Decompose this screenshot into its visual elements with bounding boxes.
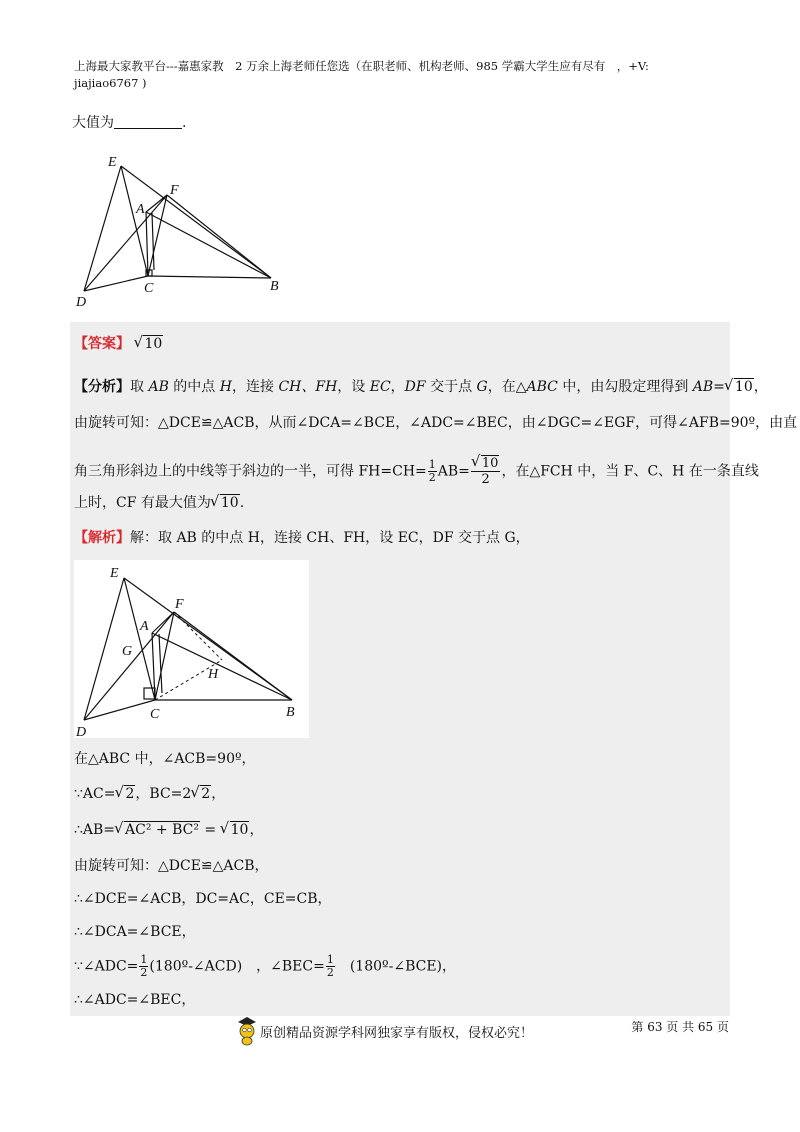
- solution-step-8: ∴∠ADC=∠BEC，: [74, 992, 196, 1008]
- analysis-tag: 【分析】: [74, 379, 130, 395]
- geometry-figure-1: [74, 150, 294, 315]
- copyright-notice: 原创精品资源学科网独家享有版权，侵权必究！: [260, 1026, 534, 1041]
- header-line-1: 上海最大家教平台---嘉惠家教 2 万余上海老师任您选（在职老师、机构老师、985 学霸大学生应有尽有 ，+V:: [74, 59, 649, 73]
- fig2-label-H: H: [208, 667, 219, 682]
- solution-tag: 【解析】: [74, 530, 130, 546]
- page-header: [74, 58, 734, 92]
- fig2-label-E: E: [110, 566, 119, 581]
- question-suffix: .: [182, 115, 187, 131]
- solution-step-3: ∴AB=√ AC² + BC² = √ 10，: [74, 820, 263, 840]
- solution-step-2: ∵AC=√ 2，BC=2√ 2，: [74, 784, 225, 804]
- analysis-line-2: 由旋转可知：△DCE≌△ACB，从而∠DCA=∠BCE，∠ADC=∠BEC，由∠DGC=∠EGF，可得∠AFB=90º，由直: [74, 415, 798, 431]
- fig2-label-G: G: [122, 644, 133, 659]
- question-tail: [72, 112, 186, 132]
- solution-step-7: ∵∠ADC= $\frac{1}{2}$ (180º-∠ACD) ，∠BEC= $\frac{1}{2}$ (180º-∠BCE)，: [74, 953, 457, 979]
- fig1-label-F: F: [170, 183, 179, 198]
- solution-step-5: ∴∠DCE=∠ACB，DC=AC，CE=CB，: [74, 891, 332, 907]
- fig1-label-A: A: [136, 202, 145, 217]
- fig2-label-D: D: [76, 725, 87, 738]
- analysis-line-3: 角三角形斜边上的中线等于斜边的一半，可得 FH=CH= $\frac{1}{2}$ AB= √ $\frac{10}{2}$ ，在△FCH 中，当 F、C、H 在一条直线: [74, 456, 759, 487]
- fig2-label-C: C: [150, 707, 160, 722]
- answer-line: [74, 334, 163, 354]
- fig1-label-E: E: [108, 155, 117, 170]
- mascot-icon: [236, 1016, 258, 1046]
- solution-line-1: 【解析】解：取 AB 的中点 H，连接 CH、FH，设 EC，DF 交于点 G，: [74, 530, 530, 546]
- header-line-2: jiajiao6767 ): [74, 76, 147, 90]
- solution-step-6: ∴∠DCA=∠BCE，: [74, 924, 196, 940]
- fig2-label-A: A: [140, 619, 149, 634]
- fig1-label-D: D: [76, 295, 87, 310]
- fig2-label-F: F: [175, 597, 184, 612]
- analysis-line-4: 上时，CF 有最大值为√ 10.: [74, 493, 244, 513]
- fig1-label-B: B: [270, 279, 279, 294]
- solution-step-1: 在△ABC 中，∠ACB=90º，: [74, 751, 256, 767]
- geometry-figure-2: [74, 560, 309, 738]
- answer-value: √ 10: [134, 334, 163, 354]
- solution-step-4: 由旋转可知：△DCE≌△ACB，: [74, 858, 269, 874]
- question-prefix: 大值为: [72, 115, 114, 131]
- answer-blank: [114, 114, 182, 129]
- fig1-label-C: C: [144, 281, 154, 296]
- page-number: 第 63 页 共 65 页: [631, 1020, 729, 1034]
- analysis-line-1: 【分析】取 AB 的中点 H，连接 CH、FH，设 EC，DF 交于点 G，在△ABC 中，由勾股定理得到 AB=√ 10，: [74, 377, 768, 397]
- fig2-label-B: B: [286, 705, 295, 720]
- answer-tag: 【答案】: [74, 336, 130, 352]
